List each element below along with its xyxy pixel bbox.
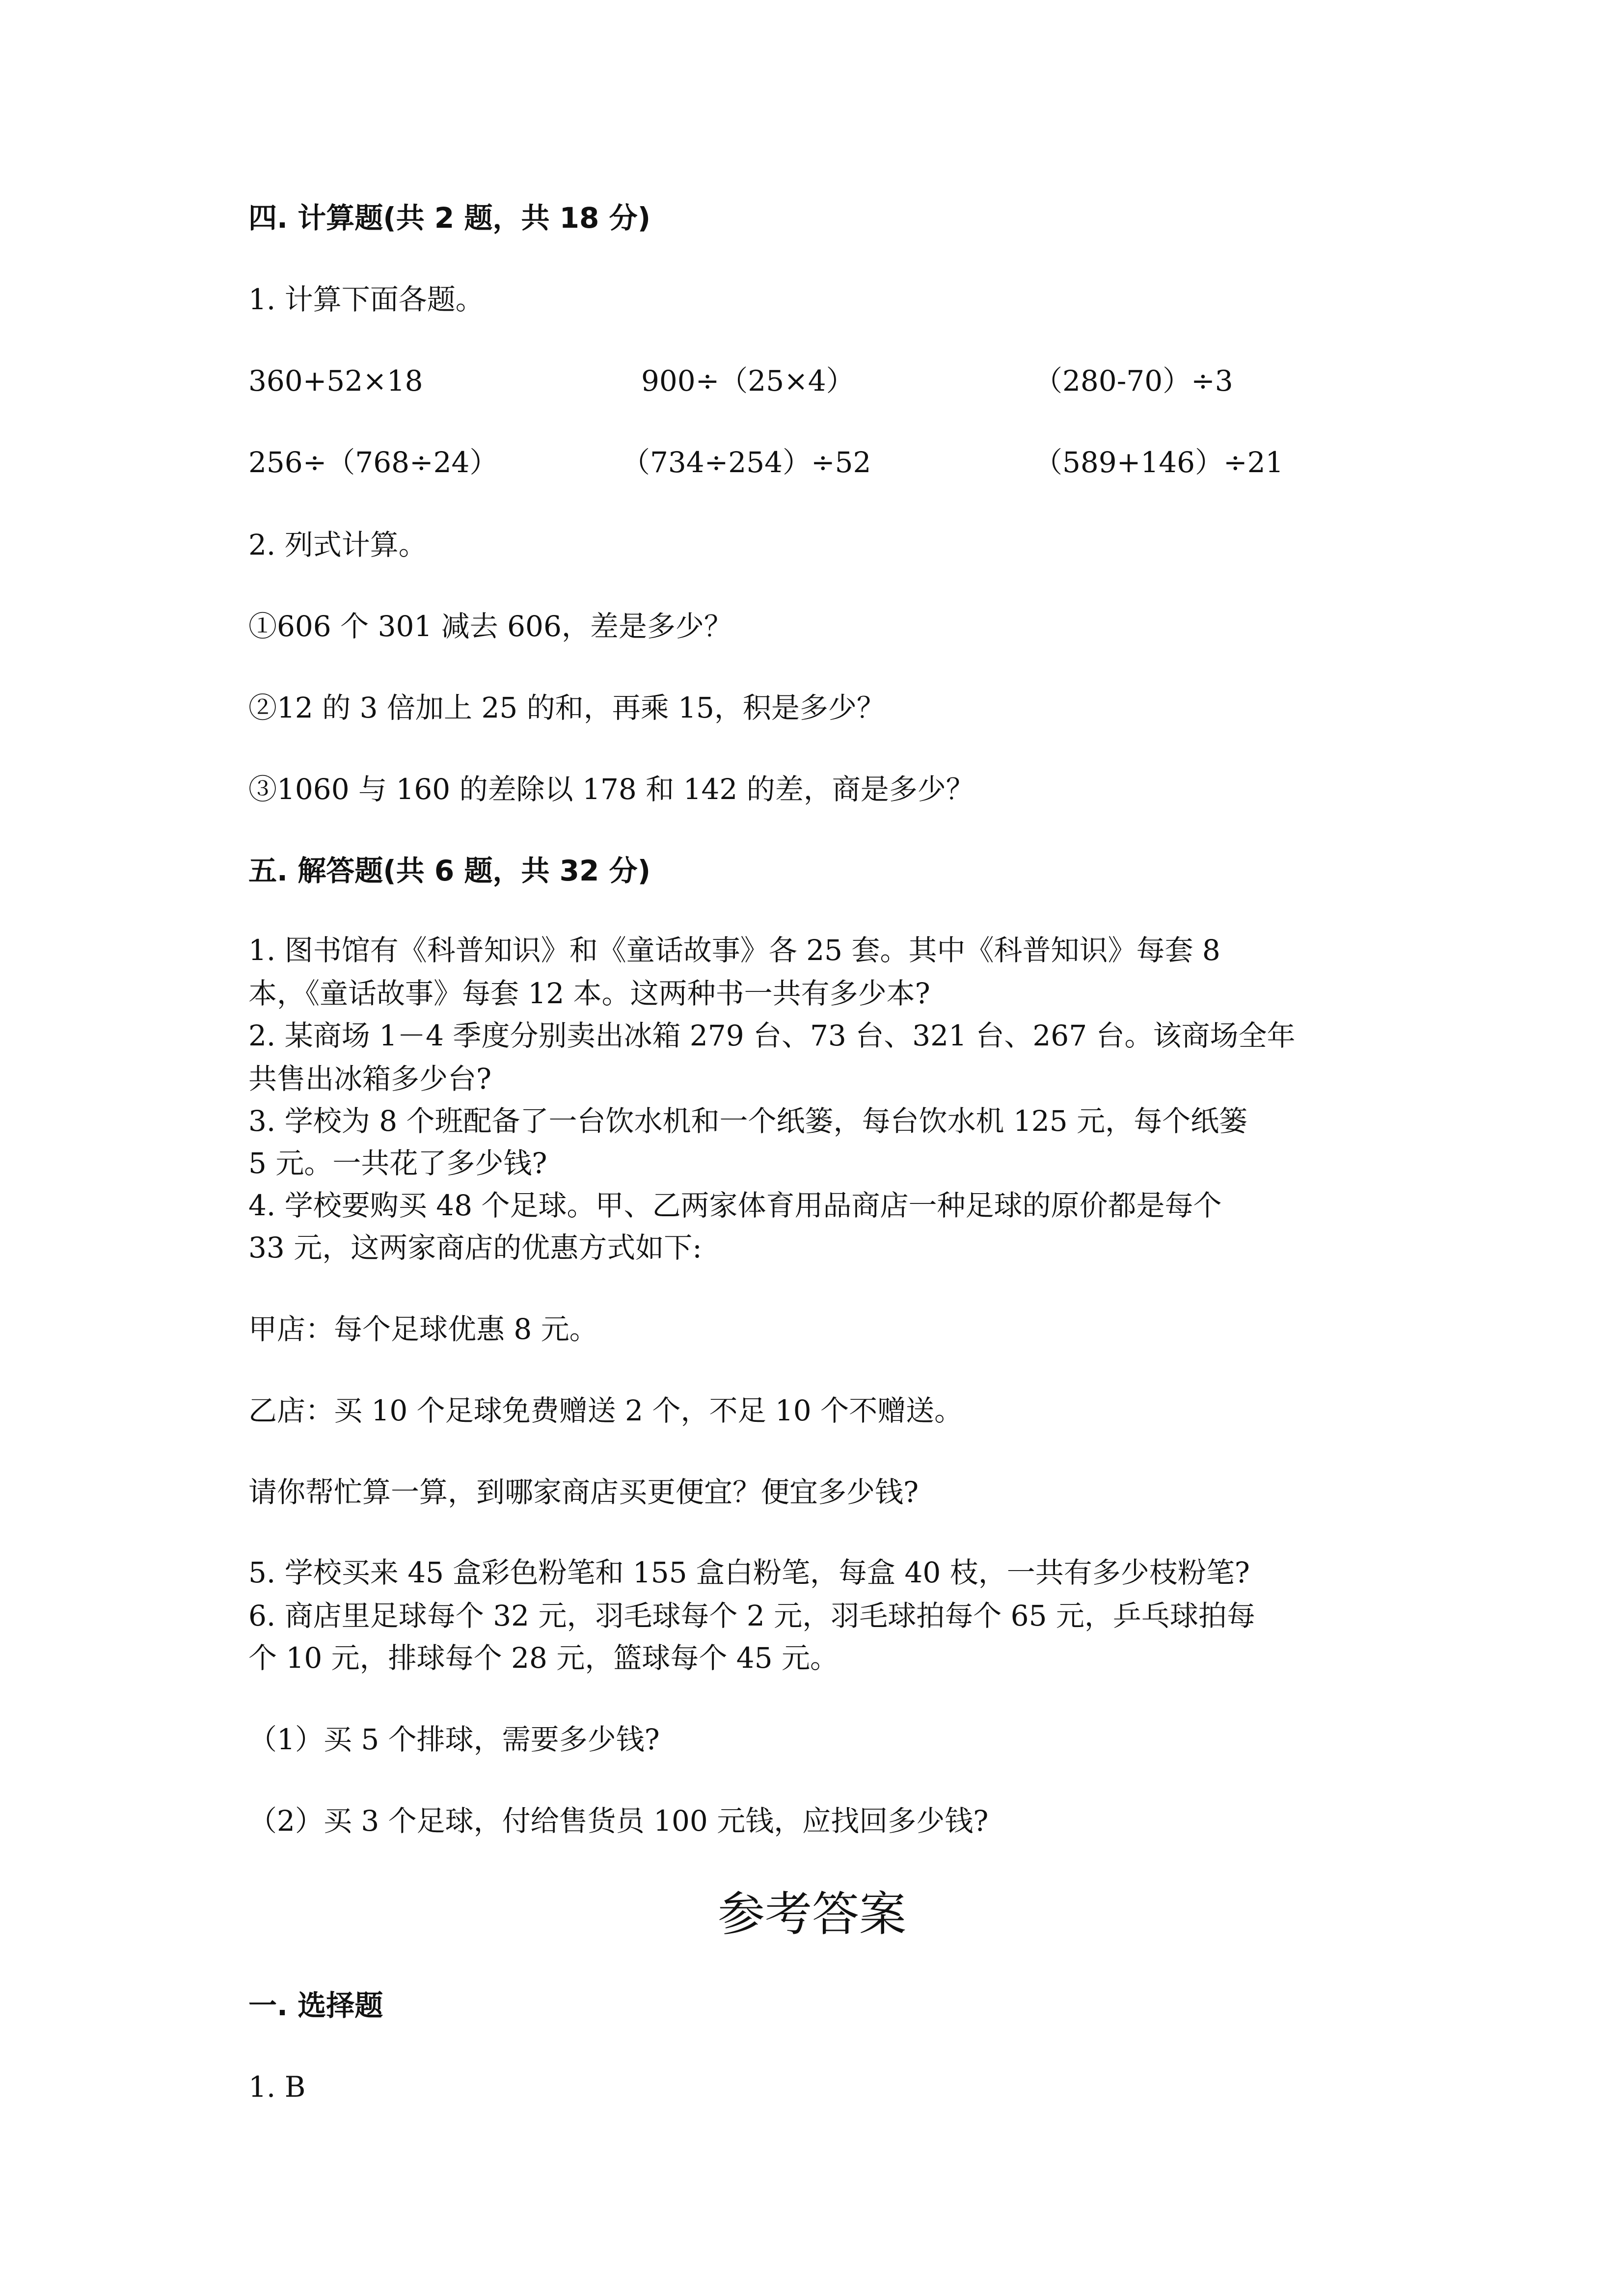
section-5-heading: 五. 解答题(共 6 题，共 32 分) [248,854,651,887]
expression-1: 360+52×18 [248,364,423,398]
question-4-2-item: ③1060 与 160 的差除以 178 和 142 的差，商是多少？ [248,773,974,806]
question-4-2-prompt: 2. 列式计算。 [248,528,427,561]
question-5-5-line: 5. 学校买来 45 盒彩色粉笔和 155 盒白粉笔，每盒 40 枝，一共有多少枝粉笔? [248,1556,1250,1589]
question-5-6-line: 6. 商店里足球每个 32 元，羽毛球每个 2 元，羽毛球拍每个 65 元，乒乓球拍每 [248,1599,1255,1632]
question-4-2-item: ①606 个 301 减去 606，差是多少？ [248,610,732,643]
question-5-4-line: 33 元，这两家商店的优惠方式如下: [248,1231,702,1264]
answer-1: 1. B [248,2070,306,2104]
question-5-3-line: 5 元。一共花了多少钱? [248,1147,547,1180]
expression-3: （280-70）÷3 [1034,364,1233,398]
expression-5: （734÷254）÷52 [622,446,871,479]
question-4-2-item: ②12 的 3 倍加上 25 的和，再乘 15，积是多少？ [248,691,885,724]
question-5-4-line: 4. 学校要购买 48 个足球。甲、乙两家体育用品商店一种足球的原价都是每个 [248,1189,1222,1222]
question-4-1-prompt: 1. 计算下面各题。 [248,283,484,316]
question-5-3-line: 3. 学校为 8 个班配备了一台饮水机和一个纸篓，每台饮水机 125 元，每个纸篓 [248,1104,1248,1138]
question-5-2-line: 共售出冰箱多少台? [248,1062,492,1095]
question-5-2-line: 2. 某商场 1－4 季度分别卖出冰箱 279 台、73 台、321 台、267 台。该商场全年 [248,1019,1296,1052]
answers-section-1-heading: 一. 选择题 [248,1989,383,2022]
question-5-1-line: 本，《童话故事》每套 12 本。这两种书一共有多少本? [248,977,930,1010]
question-5-6-sub-1: （1）买 5 个排球，需要多少钱? [248,1723,660,1756]
question-5-6-sub-2: （2）买 3 个足球，付给售货员 100 元钱，应找回多少钱? [248,1804,989,1838]
question-5-4-store-b: 乙店：买 10 个足球免费赠送 2 个，不足 10 个不赠送。 [248,1394,963,1427]
question-5-1-line: 1. 图书馆有《科普知识》和《童话故事》各 25 套。其中《科普知识》每套 8 [248,934,1220,967]
question-5-4-ask: 请你帮忙算一算，到哪家商店买更便宜？便宜多少钱? [248,1475,919,1509]
expression-2: 900÷（25×4） [641,364,855,398]
section-4-heading: 四. 计算题(共 2 题，共 18 分) [248,201,651,235]
answers-title: 参考答案 [718,1887,906,1942]
expression-4: 256÷（768÷24） [248,446,498,479]
question-5-4-store-a: 甲店：每个足球优惠 8 元。 [248,1312,598,1346]
question-5-6-line: 个 10 元，排球每个 28 元，篮球每个 45 元。 [248,1641,839,1675]
expression-6: （589+146）÷21 [1034,446,1284,479]
